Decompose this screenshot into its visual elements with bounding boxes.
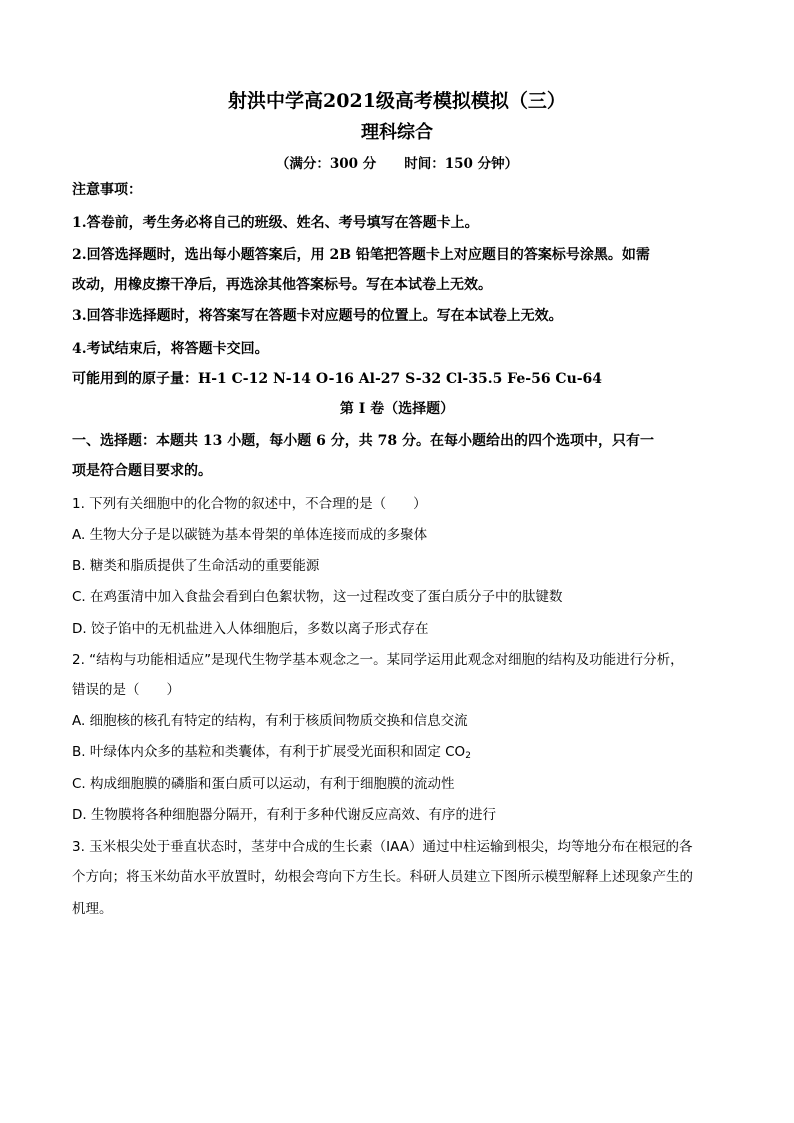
q2-option-d: D. 生物膜将各种细胞器分隔开，有利于多种代谢反应高效、有序的进行: [72, 807, 496, 823]
notice-item-2-line-2: 改动，用橡皮擦干净后，再选涂其他答案标号。写在本试卷上无效。: [72, 277, 492, 293]
q1-option-a: A. 生物大分子是以碳链为基本骨架的单体连接而成的多聚体: [72, 527, 428, 543]
q2-stem-line-2: 错误的是（ ）: [72, 682, 180, 698]
q2-option-c: C. 构成细胞膜的磷脂和蛋白质可以运动，有利于细胞膜的流动性: [72, 776, 455, 792]
q1-option-d: D. 饺子馅中的无机盐进入人体细胞后，多数以离子形式存在: [72, 621, 429, 637]
exam-title: 射洪中学高2021级高考模拟模拟（三）: [228, 90, 566, 112]
q2-option-b-text: B. 叶绿体内众多的基粒和类囊体，有利于扩展受光面积和固定 CO: [72, 744, 466, 760]
q2-option-a: A. 细胞核的核孔有特定的结构，有利于核质间物质交换和信息交流: [72, 713, 468, 729]
q1-option-c: C. 在鸡蛋清中加入食盐会看到白色絮状物，这一过程改变了蛋白质分子中的肽键数: [72, 589, 563, 605]
notice-item-4: 4.考试结束后，将答题卡交回。: [72, 341, 269, 357]
q2-option-b: [72, 742, 724, 762]
section-instruction-line-1: 一、选择题：本题共 13 小题，每小题 6 分，共 78 分。在每小题给出的四个选项中，只有一: [72, 433, 654, 449]
q1-stem: 1. 下列有关细胞中的化合物的叙述中，不合理的是（ ）: [72, 496, 427, 512]
notice-heading: 注意事项：: [72, 182, 142, 198]
exam-duration: 时间：150 分钟）: [404, 156, 519, 172]
q1-option-b: B. 糖类和脂质提供了生命活动的重要能源: [72, 558, 320, 574]
q3-stem-line-2: 个方向；将玉米幼苗水平放置时，幼根会弯向下方生长。科研人员建立下图所示模型解释上述现象产生的: [72, 869, 693, 885]
full-score: （满分：300 分: [275, 156, 377, 172]
section-title: 第 I 卷（选择题）: [339, 401, 455, 417]
q2-stem-line-1: 2. “结构与功能相适应”是现代生物学基本观念之一。某同学运用此观念对细胞的结构及功能进行分析，: [72, 652, 684, 668]
q2-option-b-subscript: 2: [465, 751, 471, 761]
q3-stem-line-1: 3. 玉米根尖处于垂直状态时，茎芽中合成的生长素（IAA）通过中柱运输到根尖，均等地分布在根冠的各: [72, 839, 693, 855]
notice-item-2-line-1: 2.回答选择题时，选出每小题答案后，用 2B 铅笔把答题卡上对应题目的答案标号涂黑。如需: [72, 247, 650, 263]
atomic-masses: 可能用到的原子量：H-1 C-12 N-14 O-16 Al-27 S-32 Cl-35.5 Fe-56 Cu-64: [72, 371, 603, 387]
exam-meta: [0, 152, 794, 172]
q3-stem-line-3: 机理。: [72, 901, 113, 917]
notice-item-1: 1.答卷前，考生务必将自己的班级、姓名、考号填写在答题卡上。: [72, 215, 479, 231]
section-instruction-line-2: 项是符合题目要求的。: [72, 463, 212, 479]
exam-subject: 理科综合: [361, 122, 433, 143]
notice-item-3: 3.回答非选择题时，将答案写在答题卡对应题号的位置上。写在本试卷上无效。: [72, 308, 563, 324]
